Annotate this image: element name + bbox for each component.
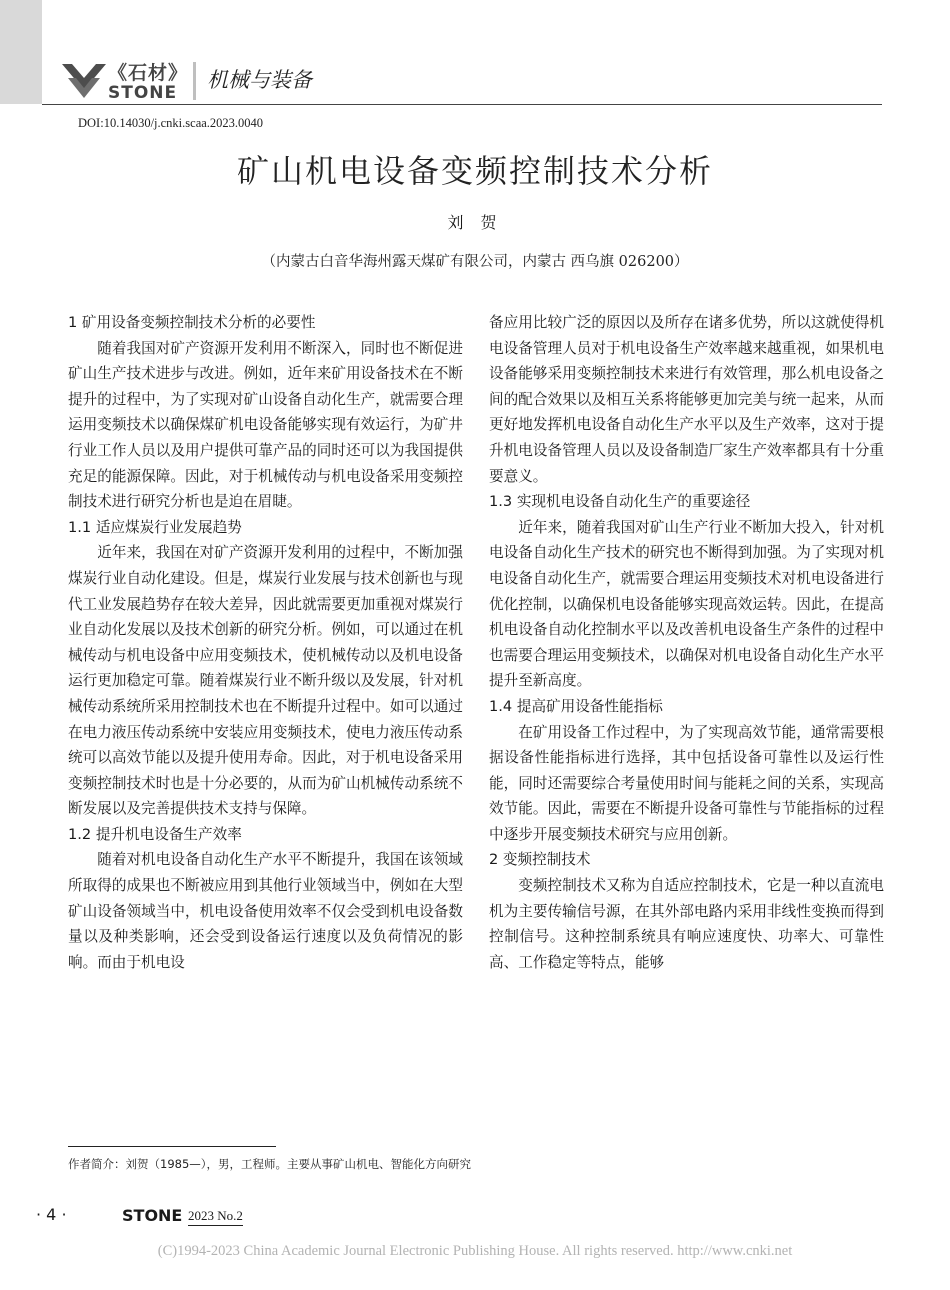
footnote-rule — [68, 1146, 276, 1147]
journal-name: STONE — [122, 1206, 183, 1225]
header-rule — [42, 104, 882, 105]
paragraph: 变频控制技术又称为自适应控制技术，它是一种以直流电机为主要传输信号源，在其外部电路内采用非线性变换而得到控制信号。这种控制系统具有响应速度快、功率大、可靠性高、工作稳定等特点，能够 — [489, 877, 884, 971]
section-heading: 1.4 提高矿用设备性能指标 — [489, 697, 663, 715]
affiliation: （内蒙古白音华海州露天煤矿有限公司，内蒙古 西乌旗 026200） — [261, 254, 689, 270]
section-heading: 2 变频控制技术 — [489, 851, 591, 869]
doi: DOI:10.14030/j.cnki.scaa.2023.0040 — [78, 116, 264, 130]
paragraph: 近年来，我国在对矿产资源开发利用的过程中，不断加强煤炭行业自动化建设。但是，煤炭行业发展与技术创新也与现代工业发展趋势存在较大差异，因此就需要更加重视对煤炭行业自动化发展以及技术创新的研究分析。例如，可以通过在机械传动与机电设备中应用变频技术，使机械传动以及机电设备运行更加稳定可靠。随着煤炭行业不断升级以及发展，针对机械传动系统所采用控制技术也在不断提升过程中。如可以通过在电力液压传动系统中安装应用变频技术，使电力液压传动系统可以高效节能以及提升使用寿命。因此，对于机电设备采用变频控制技术时也是十分必要的，从而为矿山机械传动系统不断发展以及完善提供技术支持与保障。 — [68, 544, 463, 818]
section-heading: 1.2 提升机电设备生产效率 — [68, 825, 242, 843]
right-column — [489, 310, 884, 975]
article-title: 矿山机电设备变频控制技术分析 — [236, 152, 713, 190]
column-label: 机械与装备 — [207, 68, 312, 92]
page-number: · 4 · — [36, 1205, 67, 1224]
paragraph: 随着我国对矿产资源开发利用不断深入，同时也不断促进矿山生产技术进步与改进。例如，近年来矿用设备技术在不断提升的过程中，为了实现对矿山设备自动化生产，就需要合理运用变频技术以确保煤矿机电设备能够实现有效运行，为矿井行业工作人员以及用户提供可靠产品的同时还可以为我国提供充足的能源保障。因此，对于机械传动与机电设备采用变频控制技术进行研究分析也是迫在眉睫。 — [68, 339, 463, 511]
header-separator — [193, 62, 196, 100]
paragraph: 在矿用设备工作过程中，为了实现高效节能，通常需要根据设备性能指标进行选择，其中包括设备可靠性以及运行性能，同时还需要综合考量使用时间与能耗之间的关系，实现高效节能。因此，需要在不断提升设备可靠性与节能指标的过程中逐步开展变频技术研究与应用创新。 — [489, 723, 884, 843]
brand-name-cn: 《石材》 — [108, 62, 189, 84]
brand-name-en: STONE — [108, 83, 178, 103]
paragraph: 近年来，随着我国对矿山生产行业不断加大投入，针对机电设备自动化生产技术的研究也不断得到加强。为了实现对机电设备自动化生产，就需要合理运用变频技术对机电设备进行优化控制，以确保机电设备能够实现高效运转。因此，在提高机电设备自动化控制水平以及改善机电设备生产条件的过程中也需要合理运用变频技术，以确保对机电设备自动化生产水平提升至新高度。 — [489, 518, 884, 690]
issue-label: 2023 No.2 — [188, 1208, 243, 1226]
section-heading: 1 矿用设备变频控制技术分析的必要性 — [68, 314, 316, 331]
copyright-notice: (C)1994-2023 China Academic Journal Electronic Publishing House. All rights reserved. http://www.cnki.net — [157, 1243, 793, 1259]
left-column — [68, 310, 463, 975]
author: 刘 贺 — [447, 213, 503, 232]
paragraph: 备应用比较广泛的原因以及所存在诸多优势，所以这就使得机电设备管理人员对于机电设备生产效率越来越重视，如果机电设备能够采用变频控制技术来进行有效管理，那么机电设备之间的配合效果以及相互关系将能够更加完美与统一起来，从而更好地发挥机电设备自动化生产水平以及生产效率，这对于提升机电设备管理人员以及设备制造厂家生产效率都具有十分重要意义。 — [489, 314, 884, 485]
section-heading: 1.1 适应煤炭行业发展趋势 — [68, 518, 242, 536]
author-footnote: 作者简介：刘贺（1985—），男，工程师。主要从事矿山机电、智能化方向研究 — [68, 1157, 472, 1171]
header-corner-band — [0, 0, 42, 104]
paragraph: 随着对机电设备自动化生产水平不断提升，我国在该领域所取得的成果也不断被应用到其他行业领域当中，例如在大型矿山设备领域当中，机电设备使用效率不仅会受到机电设备数量以及种类影响，还会受到设备运行速度以及负荷情况的影响。而由于机电设 — [68, 851, 463, 971]
section-heading: 1.3 实现机电设备自动化生产的重要途径 — [489, 493, 751, 511]
